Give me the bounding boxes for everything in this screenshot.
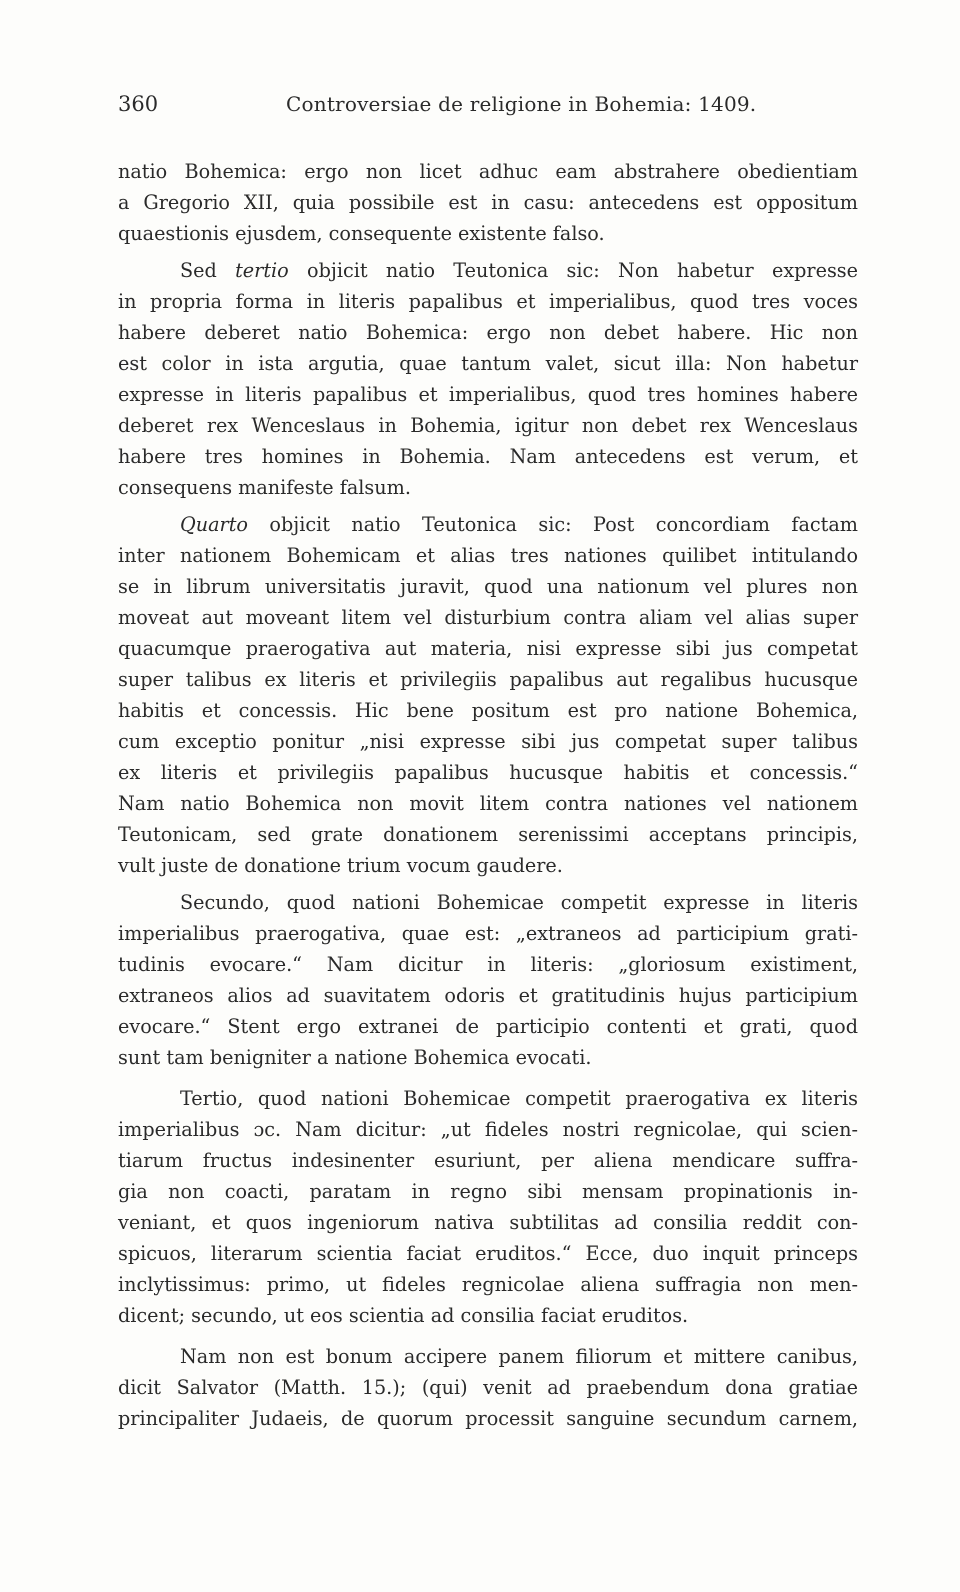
text-line: dicent; secundo, ut eos scientia ad consilia faciat eruditos.	[118, 1304, 689, 1327]
paragraph-6	[118, 1341, 858, 1434]
text-line: habitis et concessis. Hic bene positum est pro natione Bohemica,	[118, 699, 858, 722]
text-line: dicit Salvator (Matth. 15.); (qui) venit ad praebendum dona gratiae	[118, 1376, 858, 1399]
text-line: natio Bohemica: ergo non licet adhuc eam abstrahere obedientiam	[118, 160, 858, 183]
text-line: principaliter Judaeis, de quorum processit sanguine secundum carnem,	[118, 1407, 858, 1430]
body-text	[118, 156, 858, 1434]
text-line: habere tres homines in Bohemia. Nam antecedens est verum, et	[118, 445, 858, 468]
text-line: imperialibus praerogativa, quae est: „extraneos ad participium grati-	[118, 922, 858, 945]
text-line: sunt tam benigniter a natione Bohemica evocati.	[118, 1046, 592, 1069]
text-line: gia non coacti, paratam in regno sibi mensam propinationis in-	[118, 1180, 858, 1203]
line-rest: objicit natio Teutonica sic: Post concordiam factam	[269, 513, 858, 536]
text-line: ex literis et privilegiis papalibus hucusque habitis et concessis.“	[118, 761, 858, 784]
lead-word-italic: tertio	[235, 259, 289, 282]
text-line: Nam non est bonum accipere panem filiorum et mittere canibus,	[180, 1345, 858, 1368]
text-line: quacumque praerogativa aut materia, nisi expresse sibi jus competat	[118, 637, 858, 660]
text-line: Tertio, quod nationi Bohemicae competit praerogativa ex literis	[180, 1087, 858, 1110]
page-header	[118, 92, 846, 124]
text-line: se in librum universitatis juravit, quod una nationum vel plures non	[118, 575, 858, 598]
text-line: quaestionis ejusdem, consequente existente falso.	[118, 222, 605, 245]
text-line: a Gregorio XII, quia possibile est in casu: antecedens est oppositum	[118, 191, 858, 214]
text-line: cum exceptio ponitur „nisi expresse sibi jus competat super talibus	[118, 730, 858, 753]
paragraph-1	[118, 156, 858, 249]
text-line: Teutonicam, sed grate donationem serenissimi acceptans principis,	[118, 823, 858, 846]
text-line: moveat aut moveant litem vel disturbium contra aliam vel alias super	[118, 606, 858, 629]
text-line: tiarum fructus indesinenter esuriunt, per aliena mendicare suffra-	[118, 1149, 858, 1172]
text-line: consequens manifeste falsum.	[118, 476, 411, 499]
text-line: in propria forma in literis papalibus et imperialibus, quod tres voces	[118, 290, 858, 313]
paragraph-3	[118, 509, 858, 881]
lead-word-italic: Quarto	[180, 513, 248, 536]
text-line	[118, 509, 858, 540]
text-line: evocare.“ Stent ergo extranei de participio contenti et grati, quod	[118, 1015, 858, 1038]
text-line: veniant, et quos ingeniorum nativa subtilitas ad consilia reddit con-	[118, 1211, 858, 1234]
text-line: habere deberet natio Bohemica: ergo non debet habere. Hic non	[118, 321, 858, 344]
text-line: imperialibus ɔc. Nam dicitur: „ut fideles nostri regnicolae, qui scien-	[118, 1118, 858, 1141]
text-line: est color in ista argutia, quae tantum valet, sicut illa: Non habetur	[118, 352, 858, 375]
text-line: Secundo, quod nationi Bohemicae competit expresse in literis	[180, 891, 858, 914]
line-rest: objicit natio Teutonica sic: Non habetur expresse	[307, 259, 859, 282]
text-line: inter nationem Bohemicam et alias tres nationes quilibet intitulando	[118, 544, 858, 567]
text-line: deberet rex Wenceslaus in Bohemia, igitur non debet rex Wenceslaus	[118, 414, 858, 437]
text-line	[118, 255, 858, 286]
text-line: vult juste de donatione trium vocum gaudere.	[118, 854, 563, 877]
text-line: extraneos alios ad suavitatem odoris et gratitudinis hujus participium	[118, 984, 858, 1007]
paragraph-5	[118, 1083, 858, 1331]
paragraph-4	[118, 887, 858, 1073]
page-number: 360	[118, 92, 159, 116]
text-line: Nam natio Bohemica non movit litem contra nationes vel nationem	[118, 792, 858, 815]
text-line: inclytissimus: primo, ut fideles regnicolae aliena suffragia non men-	[118, 1273, 858, 1296]
text-line: super talibus ex literis et privilegiis papalibus aut regalibus hucusque	[118, 668, 858, 691]
running-title: Controversiae de religione in Bohemia: 1409.	[286, 92, 757, 116]
lead-word: Sed	[180, 259, 217, 282]
paragraph-2	[118, 255, 858, 503]
text-line: tudinis evocare.“ Nam dicitur in literis: „gloriosum existiment,	[118, 953, 858, 976]
text-line: expresse in literis papalibus et imperialibus, quod tres homines habere	[118, 383, 858, 406]
text-line: spicuos, literarum scientia faciat eruditos.“ Ecce, duo inquit princeps	[118, 1242, 858, 1265]
